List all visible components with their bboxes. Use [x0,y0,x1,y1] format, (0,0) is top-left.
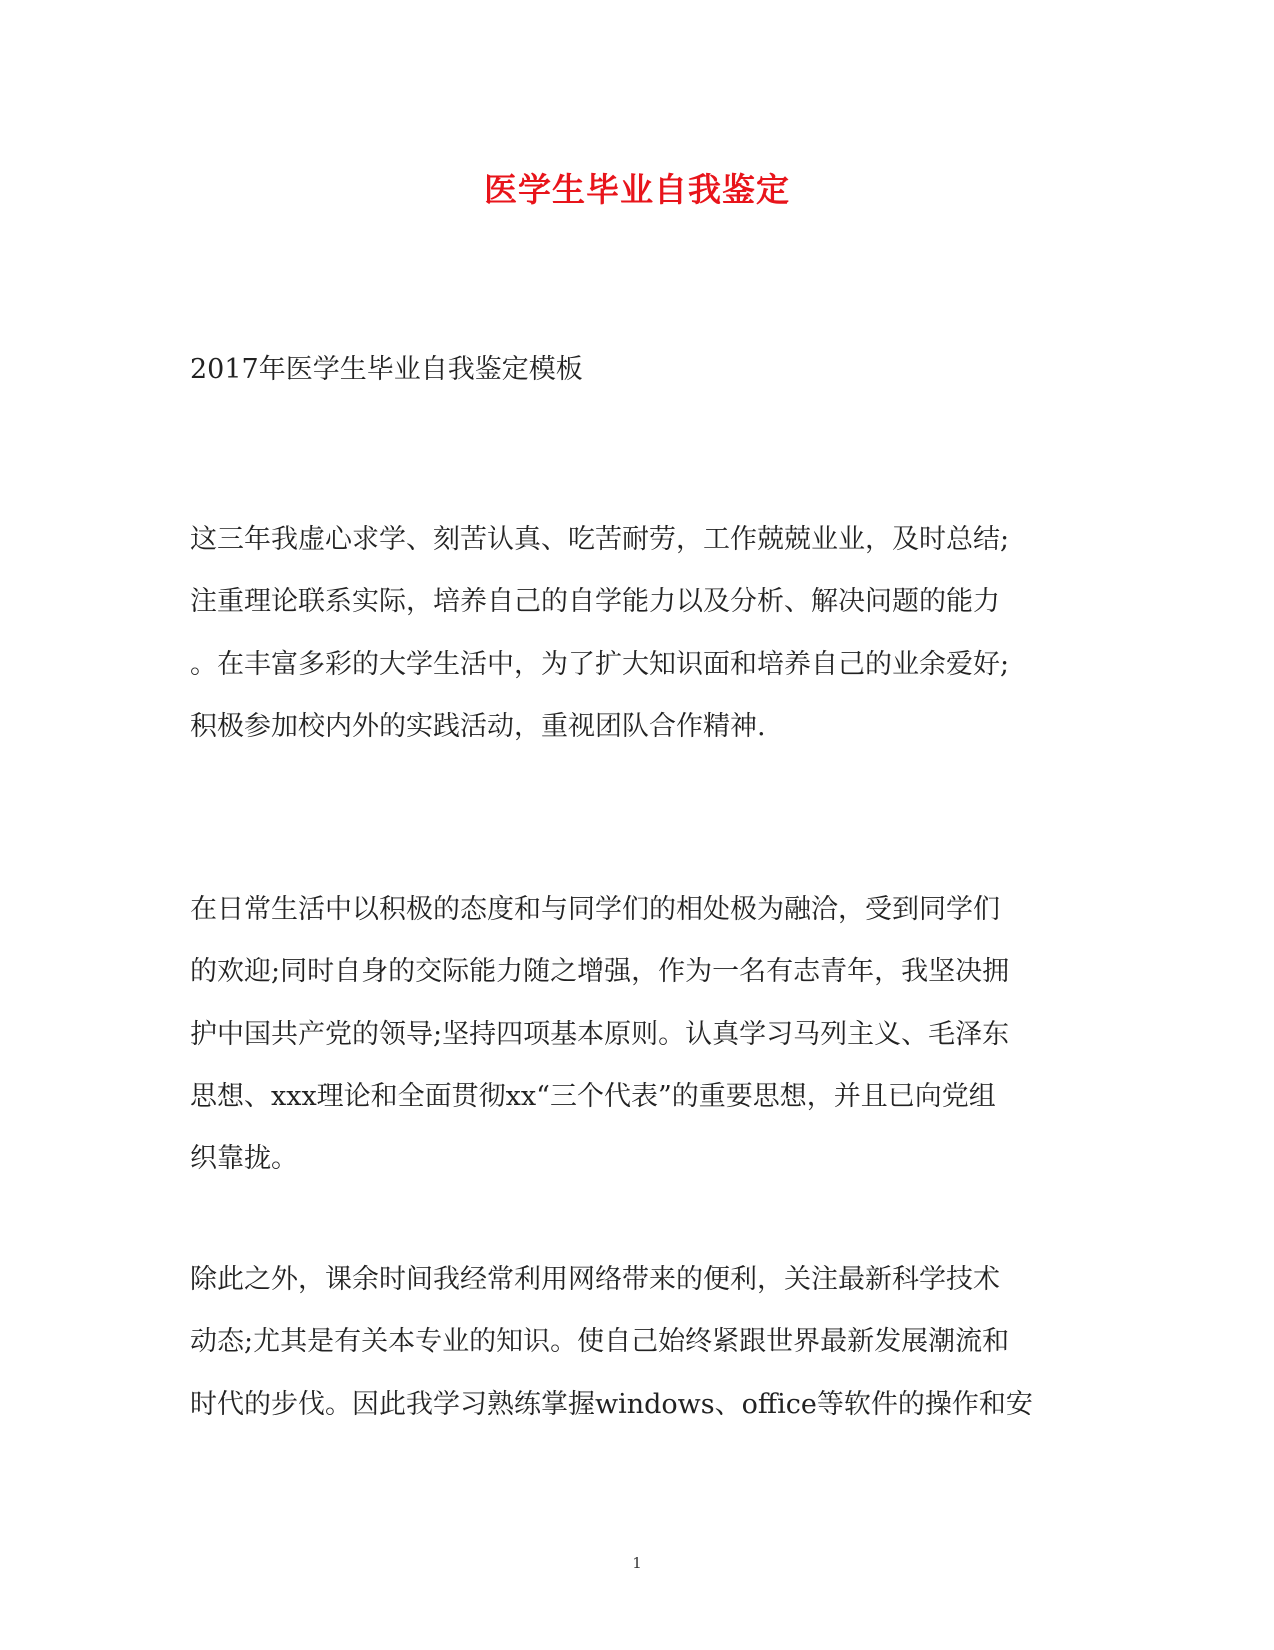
paragraph-line: 织靠拢。 [190,1143,298,1174]
paragraph-line: 积极参加校内外的实践活动，重视团队合作精神. [190,711,766,742]
paragraph-line: 动态;尤其是有关本专业的知识。使自己始终紧跟世界最新发展潮流和 [190,1326,1010,1357]
paragraph-line: 时代的步伐。因此我学习熟练掌握windows、office等软件的操作和安 [190,1389,1033,1420]
paragraph-line: 除此之外，课余时间我经常利用网络带来的便利，关注最新科学技术 [190,1264,1000,1295]
paragraph-line: 护中国共产党的领导;坚持四项基本原则。认真学习马列主义、毛泽东 [190,1019,1010,1050]
document-title: 医学生毕业自我鉴定 [484,170,790,209]
paragraph-line: 的欢迎;同时自身的交际能力随之增强，作为一名有志青年，我坚决拥 [190,956,1010,987]
paragraph-line: 在日常生活中以积极的态度和与同学们的相处极为融洽，受到同学们 [190,894,1000,925]
paragraph-line: 思想、xxx理论和全面贯彻xx“三个代表”的重要思想，并且已向党组 [190,1081,996,1112]
paragraph-line: 注重理论联系实际，培养自己的自学能力以及分析、解决问题的能力 [190,586,1000,617]
page-number: 1 [632,1554,642,1572]
paragraph-line: 这三年我虚心求学、刻苦认真、吃苦耐劳，工作兢兢业业，及时总结; [190,524,1010,555]
document-subtitle: 2017年医学生毕业自我鉴定模板 [190,354,583,385]
paragraph-line: 。在丰富多彩的大学生活中，为了扩大知识面和培养自己的业余爱好; [190,649,1010,680]
